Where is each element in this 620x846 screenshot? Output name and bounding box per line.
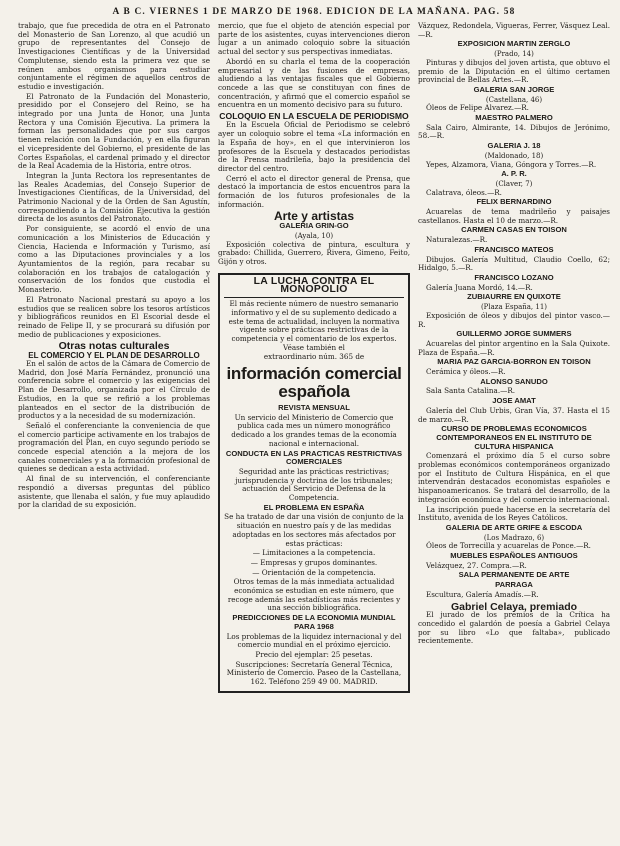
listing-address: (Plaza España, 11) [480, 303, 548, 312]
listing-text: Acuarelas de tema madrileño y paisajes castellanos. Hasta el 10 de marzo.—R. [418, 207, 610, 225]
listing-text: Sala Cairo, Almirante, 14. Dibujos de Jerónimo, 58.—R. [418, 122, 610, 141]
ad-price: Precio del ejemplar: 25 pesetas. [255, 650, 373, 659]
listing-heading: A. P. R. [501, 169, 527, 179]
article-paragraph: El jurado de los premios de la Crítica ha concedido el galardón de poesía a Gabriel Celaya por su libro «Lo que faltaba», publicado recientemente. [418, 610, 610, 646]
listing-heading: SALA PERMANENTE DE ARTE [458, 570, 570, 580]
listing-text: Pinturas y dibujos del joven artista, que obtuvo el premio de la Diputación en el último certamen provincial de Bellas Artes.—R. [418, 57, 610, 85]
ad-paragraph: Los problemas de la liquidez internacional y del comercio mundial en el próximo ejercicio. [226, 631, 402, 650]
listing-text: Acuarelas del pintor argentino en la Sala Quixote. Plaza de España.—R. [418, 338, 610, 357]
ad-list-item: — Limitaciones a la competencia. [252, 548, 376, 558]
ad-list-item: — Orientación de la competencia. [252, 567, 376, 577]
listing-address: (Castellana, 46) [485, 95, 543, 104]
listing-address: (Prado, 14) [494, 50, 534, 59]
article-paragraph: Al final de su intervención, el conferenciante respondió a diversas preguntas del público asistente, que llenaba el salón, y fue muy aplaudido por la claridad de su exposición. [18, 474, 210, 510]
article-paragraph: En el salón de actos de la Cámara de Comercio de Madrid, don José María Fernández, pronunció una conferencia sobre el comercio y las exigencias del Plan de Desarrollo, organizada por el Círculo de Estudios, en la que se refirió a los problemas planteados en el sector de la distribución de productos y a la necesidad de su modernización. [18, 359, 210, 421]
listing-heading: GALERIA SAN JORGE [473, 84, 555, 94]
gallery-address: (Ayala, 10) [294, 231, 334, 240]
page-header: A B C. VIERNES 1 DE MARZO DE 1968. EDICION DE LA MAÑANA. PAG. 58 [112, 7, 516, 17]
listing-text: Calatrava, óleos.—R. [426, 187, 502, 197]
listing-text: Sala Santa Catalina.—R. [426, 386, 516, 396]
article-paragraph: Señaló el conferenciante la conveniencia de que el comercio participe activamente en los trabajos de programación del Plan, en cuyo segundo período se concede especial atención a la mejora de los canales comerciales y a la formación profesional de quienes se dedican a esta actividad. [18, 420, 210, 474]
article-paragraph: El Patronato Nacional prestará su apoyo a los estudios que se realicen sobre los tesoros artísticos y bibliográficos reunidos en El Escorial desde el reinado de Felipe II, y se procurará su difusión por medio de publicaciones y exposiciones. [18, 294, 210, 339]
listing-heading: CARMEN CASAS EN TOISON [461, 225, 567, 235]
article-paragraph: Cerró el acto el director general de Prensa, que destacó la importancia de estos encuentros para la formación de los futuros profesionales de la información. [218, 173, 410, 209]
listing-address: (Claver, 7) [495, 179, 533, 188]
listing-text: Comenzará el próximo día 5 el curso sobre problemas económicos contemporáneos organizado por el Instituto de Cultura Hispánica, en el que intervendrán destacados economistas españoles e hispanoamericanos. Se tratará del desarrollo, de la integración económica y del comercio internacional. [418, 451, 610, 504]
listing-text: Dibujos. Galería Multitud, Claudio Coello, 62; Hidalgo, 5.—R. [418, 254, 610, 273]
listing-heading: CURSO DE PROBLEMAS ECONOMICOS CONTEMPORANEOS EN EL INSTITUTO DE CULTURA HISPANICA [436, 424, 592, 451]
listing-heading: MUEBLES ESPAÑOLES ANTIGUOS [450, 551, 578, 561]
listing-text: Velázquez, 27. Compra.—R. [426, 560, 527, 570]
article-paragraph: mercio, que fue el objeto de atención especial por parte de los asistentes, cuyas intervenciones dieron lugar a un animado coloquio sobre la situación actual del sector y sus perspectivas inmediatas. [218, 22, 410, 57]
listing-heading: ALONSO SANUDO [480, 376, 548, 386]
ad-subscription: Suscripciones: Secretaría General Técnica, Ministerio de Comercio. Paseo de la Castellana, 162. Teléfono 259 49 00. MADRID. [226, 659, 402, 687]
ad-paragraph: extraordinario núm. 365 de [263, 352, 365, 362]
listing-text: Yepes, Alzamora, Viana, Góngora y Torres.—R. [426, 159, 597, 169]
listing-heading: FRANCISCO MATEOS [474, 244, 554, 254]
column-1 [18, 22, 210, 840]
listing-heading: GALERIA J. 18 [487, 141, 541, 151]
section-heading: Otras notas culturales [58, 340, 170, 353]
ad-title: LA LUCHA CONTRA EL MONOPOLIO [224, 278, 404, 298]
columns [18, 22, 610, 840]
listing-heading: EXPOSICION MARTIN ZERGLO [457, 39, 571, 49]
section-heading: Gabriel Celaya, premiado [450, 600, 578, 613]
column-2 [218, 22, 410, 840]
ad-paragraph: Un servicio del Ministerio de Comercio que publica cada mes un número monográfico dedicado a los grandes temas de la economía nacional e internacional. [231, 412, 397, 448]
listing-heading: JOSE AMAT [492, 396, 536, 406]
ad-paragraph: Seguridad ante las prácticas restrictivas; jurisprudencia y doctrina de los tribunales; actuación del Servicio de Defensa de la Competencia. [235, 466, 393, 503]
section-subheading: EL COMERCIO Y EL PLAN DE DESARROLLO [28, 351, 200, 361]
listing-heading: GALERIA DE ARTE GRIFE & ESCODA [445, 522, 583, 532]
magazine-subtitle: REVISTA MENSUAL [278, 403, 350, 413]
article-paragraph: Abordó en su charla el tema de la cooperación empresarial y de las fusiones de empresas, aludiendo a las ventajas fiscales que el Gobierno concede a las que se constituyan con fines de concentración, y afirmó que el comercio español se encuentra en un momento decisivo para su futuro. [218, 56, 410, 110]
article-paragraph: En la Escuela Oficial de Periodismo se celebró ayer un coloquio sobre el tema «La información en la España de hoy», en el que intervinieron los profesores de la Escuela y destacados periodistas de la Prensa madrileña, bajo la presidencia del director del centro. [218, 120, 410, 173]
article-paragraph: El Patronato de la Fundación del Monasterio, presidido por el Consejero del Reino, se ha integrado por una Junta de Honor, una Junta Rectora y una Comisión Ejecutiva. La primera la forman las personalidades que por sus cargos tienen relación con la Fundación, y en ella figuran el vicepresidente del Gobierno, el presidente de las Cortes Españolas, el cardenal primado y el director de la Real Academia de la Historia, entre otros. [18, 91, 210, 171]
listing-text: Galería Juana Mordó, 14.—R. [426, 282, 533, 292]
listing-text: Cerámica y óleos.—R. [426, 367, 506, 377]
article-paragraph: trabajo, que fue precedida de otra en el Patronato del Monasterio de San Lorenzo, al que acudió un grupo de representantes del Consejo de Investigaciones Científicas y de la Universidad Complutense, siendo esta la primera vez que se reúnen ambos organismos para estudiar conjuntamente el régimen de aquellos centros de estudio e investigación. [18, 22, 210, 91]
ad-subheading: EL PROBLEMA EN ESPAÑA [263, 502, 365, 512]
ad-paragraph: El más reciente número de nuestro semanario informativo y el de su suplemento dedicado a este tema de actualidad, incluyen la normativa vigente sobre prácticas restrictivas de la competencia y el comentario de los expertos. Véase también el [228, 299, 400, 352]
listing-heading: MAESTRO PALMERO [475, 113, 553, 123]
listing-address: (Maldonado, 18) [484, 151, 544, 160]
listing-heading: FELIX BERNARDINO [476, 197, 552, 207]
listing-text: Exposición de óleos y dibujos del pintor vasco.—R. [418, 310, 610, 329]
ad-subheading: CONDUCTA EN LAS PRACTICAS RESTRICTIVAS COMERCIALES [225, 448, 403, 467]
ad-paragraph: Otros temas de la más inmediata actualidad económica se estudian en este número, que recoge además las estadísticas más recientes y una sección bibliográfica. [227, 577, 401, 613]
article-paragraph: Exposición colectiva de pintura, escultura y grabado: Chillida, Guerrero, Rivera, Gimeno, Feito, Gijón y otros. [218, 239, 410, 266]
listing-text: Óleos de Torrecilla y acuarelas de Ponce.—R. [426, 541, 591, 551]
article-paragraph: Por consiguiente, se acordó el envío de una comunicación a los Ministerios de Educación y Ciencia, Hacienda e Información y Turismo, así como a las Diputaciones provinciales y a los Ayuntamientos de la región, para recabar su colaboración en los trabajos de catalogación y conservación de los fondos que custodia el Monasterio. [18, 224, 210, 295]
section-heading: Arte y artistas [273, 209, 355, 224]
listing-heading: PARRAGA [495, 580, 533, 590]
listing-heading: ZUBIAURRE EN QUIXOTE [467, 292, 561, 302]
ad-list-item: — Empresas y grupos dominantes. [250, 557, 378, 567]
section-heading: COLOQUIO EN LA ESCUELA DE PERIODISMO [219, 111, 409, 122]
listing-heading: FRANCISCO LOZANO [474, 272, 554, 282]
column-3 [418, 22, 610, 840]
article-paragraph: Vázquez, Redondela, Vigueras, Ferrer, Vásquez Leal.—R. [418, 22, 610, 39]
listing-text: Óleos de Felipe Alvarez.—R. [426, 103, 529, 113]
article-paragraph: Integran la Junta Rectora los representantes de las Reales Academias, del Consejo Superior de Investigaciones Científicas, de la Universidad, del Patrimonio Nacional y de la Orden de San Agustín, correspondiendo a la Comisión Ejecutiva la gestión directa de los asuntos del Patronato. [18, 170, 210, 224]
gallery-name: GALERIA GRIN-GO [279, 221, 349, 231]
listing-address: (Los Madrazo, 6) [483, 533, 545, 542]
listing-heading: GUILLERMO JORGE SUMMERS [456, 329, 572, 339]
listing-heading: MARIA PAZ GARCIA-BORRON EN TOISON [437, 357, 591, 367]
ad-paragraph: Se ha tratado de dar una visión de conjunto de la situación en nuestro país y de las medidas adoptadas en los sectores más afectados por estas prácticas: [224, 512, 404, 548]
magazine-title: información comercial española [226, 364, 402, 402]
listing-text: Galería del Club Urbis, Gran Vía, 37. Hasta el 15 de marzo.—R. [418, 405, 610, 424]
listing-text: Escultura, Galería Amadís.—R. [426, 589, 539, 599]
listing-text: Naturalezas.—R. [426, 235, 488, 245]
ad-subheading: PREDICCIONES DE LA ECONOMIA MUNDIAL PARA 1968 [232, 613, 396, 631]
advertisement-box [218, 273, 410, 693]
listing-text: La inscripción puede hacerse en la secretaría del Instituto, avenida de los Reyes Católicos. [418, 504, 610, 523]
